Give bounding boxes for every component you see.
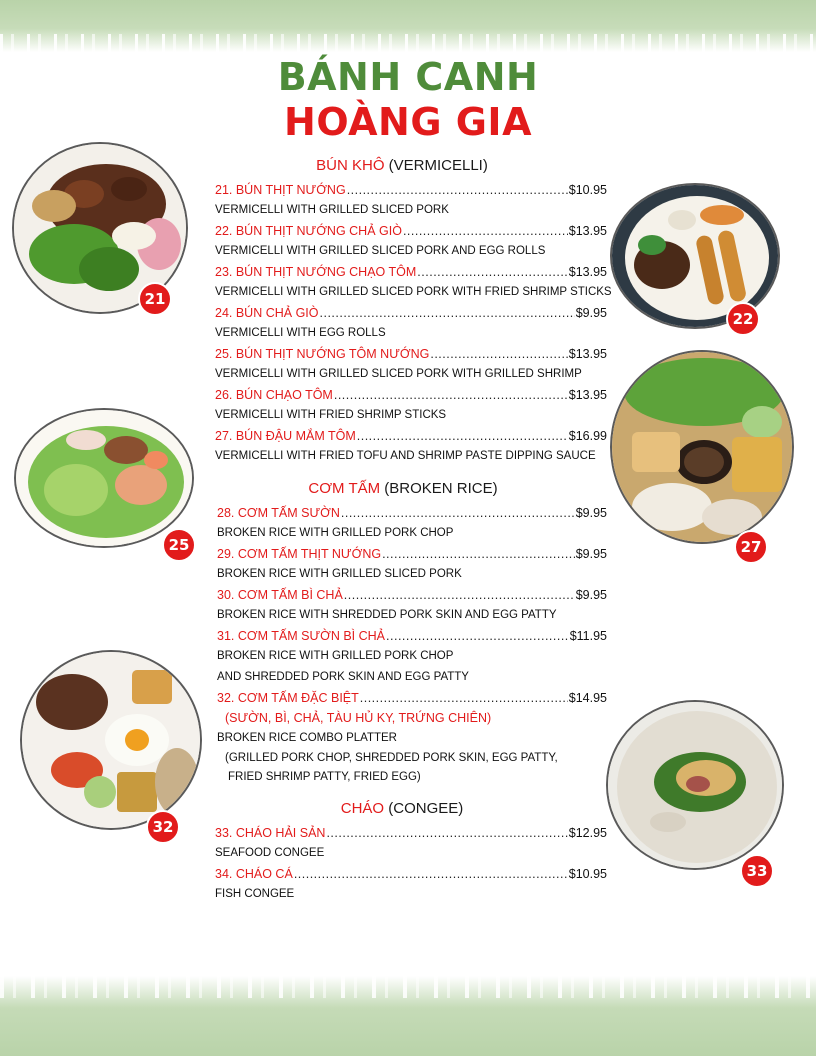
photo-number-badge: 33: [740, 854, 774, 888]
dot-leader: [344, 585, 575, 605]
section-title-vietnamese: CHÁO: [340, 800, 385, 817]
menu-item: [215, 303, 607, 344]
item-name: 26. BÚN CHẠO TÔM: [215, 388, 333, 402]
dot-leader: [430, 344, 567, 364]
restaurant-name-line2: HOÀNG GIA: [284, 100, 532, 144]
photo-number-badge: 21: [138, 282, 172, 316]
food-illustration: [612, 352, 794, 544]
item-description: VERMICELLI WITH EGG ROLLS: [215, 327, 386, 339]
menu-item: [217, 544, 607, 585]
item-name: 21. BÚN THỊT NƯỚNG: [215, 183, 346, 197]
section-title: [215, 799, 607, 819]
item-description: VERMICELLI WITH GRILLED SLICED PORK WITH GRILLED SHRIMP: [215, 368, 582, 380]
bottom-brush-decoration: [0, 976, 816, 1056]
section-vermicelli: [215, 156, 612, 467]
section-title: [217, 479, 607, 499]
item-description: BROKEN RICE WITH SHREDDED PORK SKIN AND EGG PATTY: [217, 609, 557, 621]
food-illustration: [22, 652, 202, 830]
dot-leader: [326, 823, 567, 843]
item-price: $16.99: [568, 429, 607, 443]
item-price: $13.95: [568, 224, 607, 238]
dot-leader: [294, 864, 568, 884]
item-price: $9.95: [575, 506, 607, 520]
section-title-english: (BROKEN RICE): [380, 480, 498, 497]
section-title-vietnamese: CƠM TẤM: [308, 480, 381, 497]
dot-leader: [382, 544, 575, 564]
item-name: 24. BÚN CHẢ GIÒ: [215, 306, 319, 320]
item-description: FISH CONGEE: [215, 888, 295, 900]
dot-leader: [386, 626, 569, 646]
menu-item: [215, 426, 607, 467]
item-name: 25. BÚN THỊT NƯỚNG TÔM NƯỚNG: [215, 347, 430, 361]
photo-number-badge: 32: [146, 810, 180, 844]
section-title-vietnamese: BÚN KHÔ: [316, 157, 385, 174]
menu-item: [217, 626, 607, 688]
restaurant-name-line1: BÁNH CANH: [277, 55, 539, 99]
item-description-line2: AND SHREDDED PORK SKIN AND EGG PATTY: [217, 671, 469, 683]
item-description: VERMICELLI WITH FRIED TOFU AND SHRIMP PASTE DIPPING SAUCE: [215, 450, 596, 462]
food-illustration: [16, 410, 194, 548]
item-price: $9.95: [575, 588, 607, 602]
section-congee: [215, 799, 607, 905]
item-price: $13.95: [568, 388, 607, 402]
dot-leader: [417, 262, 567, 282]
item-description: VERMICELLI WITH FRIED SHRIMP STICKS: [215, 409, 447, 421]
section-title: [215, 156, 607, 176]
menu-item: [215, 864, 607, 905]
item-name: 30. CƠM TẤM BÌ CHẢ: [217, 588, 343, 602]
dot-leader: [347, 180, 568, 200]
menu-item: [215, 221, 607, 262]
photo-number-badge: 25: [162, 528, 196, 562]
item-description: BROKEN RICE COMBO PLATTER: [217, 732, 397, 744]
section-title-english: (VERMICELLI): [384, 157, 488, 174]
item-name: 34. CHÁO CÁ: [215, 867, 293, 881]
menu-item: [217, 585, 607, 626]
item-description-line3: FRIED SHRIMP PATTY, FRIED EGG): [228, 771, 421, 783]
item-price: $10.95: [568, 183, 607, 197]
photo-number-badge: 27: [734, 530, 768, 564]
section-title-english: (CONGEE): [384, 800, 464, 817]
menu-item: [215, 262, 612, 303]
top-brush-decoration: [0, 0, 816, 52]
item-description: VERMICELLI WITH GRILLED SLICED PORK WITH FRIED SHRIMP STICKS: [215, 286, 612, 298]
item-description: VERMICELLI WITH GRILLED SLICED PORK: [215, 204, 449, 216]
item-name: 33. CHÁO HẢI SẢN: [215, 826, 326, 840]
item-price: $11.95: [569, 629, 607, 643]
item-description: VERMICELLI WITH GRILLED SLICED PORK AND EGG ROLLS: [215, 245, 546, 257]
item-name: 28. CƠM TẤM SƯỜN: [217, 506, 340, 520]
item-description: BROKEN RICE WITH GRILLED SLICED PORK: [217, 568, 462, 580]
dish-photo-25: [14, 408, 194, 548]
item-description: SEAFOOD CONGEE: [215, 847, 325, 859]
item-description: BROKEN RICE WITH GRILLED PORK CHOP: [217, 527, 454, 539]
item-price: $14.95: [568, 691, 607, 705]
dot-leader: [320, 303, 575, 323]
item-name: 31. CƠM TẤM SƯỜN BÌ CHẢ: [217, 629, 386, 643]
item-price: $13.95: [568, 347, 607, 361]
dot-leader: [357, 426, 568, 446]
dish-photo-32: [20, 650, 202, 830]
item-name: 22. BÚN THỊT NƯỚNG CHẢ GIÒ: [215, 224, 402, 238]
dish-photo-27: [610, 350, 794, 544]
dot-leader: [334, 385, 568, 405]
section-broken-rice: [215, 479, 607, 787]
menu-item: [217, 503, 607, 544]
item-name: 27. BÚN ĐẬU MẮM TÔM: [215, 429, 356, 443]
dot-leader: [341, 503, 575, 523]
menu-column: [215, 156, 612, 917]
food-illustration: [608, 702, 784, 870]
menu-item: [215, 180, 607, 221]
item-name: 32. CƠM TẤM ĐẶC BIỆT: [217, 691, 359, 705]
dish-photo-33: [606, 700, 784, 870]
photo-number-badge: 22: [726, 302, 760, 336]
item-price: $9.95: [575, 306, 607, 320]
dot-leader: [403, 221, 568, 241]
item-price: $9.95: [575, 547, 607, 561]
item-description-line2: (GRILLED PORK CHOP, SHREDDED PORK SKIN, EGG PATTY,: [225, 752, 558, 764]
menu-item: [215, 385, 607, 426]
dot-leader: [360, 688, 568, 708]
item-name: 23. BÚN THỊT NƯỚNG CHẠO TÔM: [215, 265, 417, 279]
item-price: $12.95: [568, 826, 607, 840]
item-price: $10.95: [568, 867, 607, 881]
menu-item: [215, 344, 607, 385]
menu-item: [217, 688, 607, 787]
item-name: 29. CƠM TẤM THỊT NƯỚNG: [217, 547, 382, 561]
item-price: $13.95: [568, 265, 607, 279]
item-subtitle: (SƯỜN, BÌ, CHẢ, TÀU HỦ KY, TRỨNG CHIÊN): [225, 711, 492, 725]
item-description: BROKEN RICE WITH GRILLED PORK CHOP: [217, 650, 454, 662]
menu-item: [215, 823, 607, 864]
